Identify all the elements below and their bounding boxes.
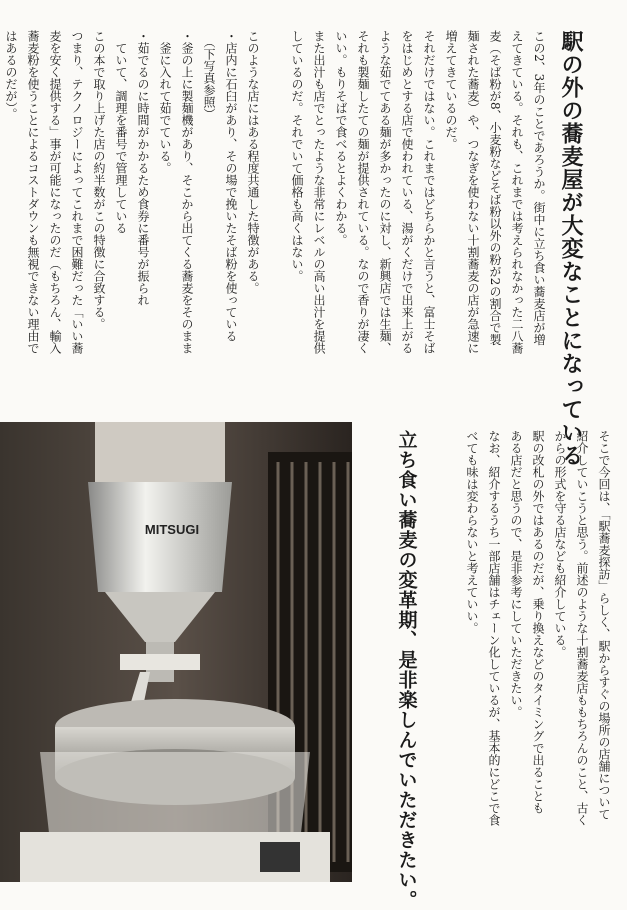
stone-mill-photo: [0, 422, 352, 882]
stone-mill-image: [0, 422, 352, 882]
mill-brand-label: MITSUGI: [144, 522, 200, 537]
sub-title: 立ち食い蕎麦の変革期、是非楽しんでいただきたい。: [395, 430, 418, 910]
body-text-bottom: そこで今回は、「駅蕎麦探訪」らしく、駅からすぐの場所の店舗について 紹介していこうと思う。前述のような十割蕎麦店ももちろんのこと、古く からの形式を守る店なども紹介している。 駅の改札の外ではあるのだが、乗り換えなどのタイミングで出ることも ある店だと思うので、是非参考にしていただきたい。 なお、紹介するうち一部店舗はチェーン化しているが、基本的にどこで食 べても味は変わらないと考えていい。: [465, 430, 611, 826]
main-title: 駅の外の蕎麦屋が大変なことになっている: [558, 30, 584, 467]
body-text-top: この2、3年のことであろうか。街中に立ち食い蕎麦店が増 えてきている。それも、これまでは考えられなかった二八蕎 麦（そば粉が8、小麦粉などそば粉以外の粉が2の割合で製 麺された蕎麦）や、つなぎを使わない十割蕎麦の店が急速に 増えてきているのだ。 それだけではない。これまではどちらかと言うと、富士そば をはじめとする店で使われている、湯がくだけで出来上がる ような茹でてある麺が多かったのに対し、新興店では生麺、 それも製麺したての麺が提供されている。なので香りが凄く いい。もりそばで食べるとよくわかる。 また出汁も店でとったような非常にレベルの高い出汁を提供 しているのだ。それでいて価格も高くはない。 このような店にはある程度共通した特徴がある。 ・店内に石臼があり、その場で挽いたそば粉を使っている （下写真参照） ・釜の上に製麺機があり、そこから出てくる蕎麦をそのまま 釜に入れて茹でている。 ・茹でるのに時間がかかるため食券に番号が振られ ていて、調理を番号で管理している この本で取り上げた店の約半数がこの特徴に合致する。 つまり、テクノロジーによってこれまで困難だった「いい蕎 麦を安く提供する」事が可能になったのだ（もちろん、輸入 蕎麦粉を使うことによるコストダウンも無視できない理由で はあるのだが）。: [4, 30, 546, 354]
